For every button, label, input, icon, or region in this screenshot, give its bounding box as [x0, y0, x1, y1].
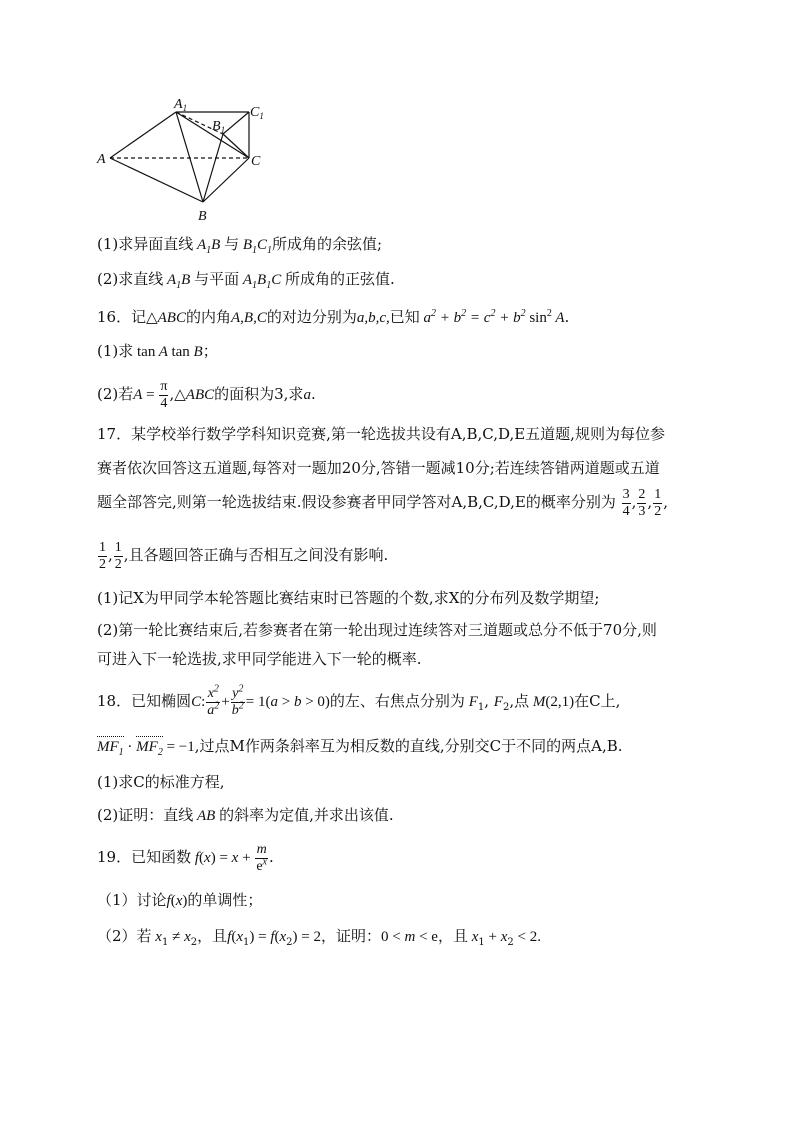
q18-part2: (2)证明：直线 AB 的斜率为定值,并求出该值.: [97, 806, 394, 824]
q16-stem: 16．记△ABC的内角A,B,C的对边分别为a,b,c,已知 $a^2 + b^2 = c^2 + b^2$ $\sin^2 A$.: [97, 308, 570, 326]
q19-part2: （2）若 $x_1 \ne x_2$，且$f(x_1) = f(x_2) = 2$，证明：0 < m < e，且 $x_1 + x_2 < 2$.: [97, 927, 542, 948]
q18-stem: 18．已知椭圆C: $\frac{x^2}{a^2}$ + $\frac{y^2}{b^2}$ = 1(a > b > 0)的左、右焦点分别为 $F_1$, $F_2$,点 M(2,1)在C上,: [97, 682, 621, 718]
q19-stem: 19．已知函数 f(x) = x + $\frac{m}{e^x}$ .: [97, 841, 274, 874]
label-a1: $A_1$: [174, 97, 188, 113]
edge-a1-b: [176, 112, 203, 202]
q17-line3: 题全部答完,则第一轮选拔结束.假设参赛者甲同学答对A,B,C,D,E的概率分别为 $\frac{3}{4}$ , $\frac{2}{3}$ , $\frac{1}{2}$ ,: [97, 486, 668, 519]
q17-part2-line1: (2)第一轮比赛结束后,若参赛者在第一轮出现过连续答对三道题或总分不低于70分,则: [97, 621, 657, 639]
q17-part1: (1)记X为甲同学本轮答题比赛结束时已答题的个数,求X的分布列及数学期望;: [97, 589, 600, 607]
q17-line2: 赛者依次回答这五道题,每答对一题加20分,答错一题减10分;若连续答错两道题或五道: [97, 459, 660, 477]
label-c: C: [251, 154, 261, 169]
label-a: A: [97, 152, 106, 167]
edge-b1-c1: [223, 112, 249, 134]
q19-part1: （1）讨论f(x)的单调性；: [97, 891, 263, 909]
label-b1: $B_1$: [212, 119, 226, 135]
label-b: B: [198, 209, 207, 224]
q18-stem-line2: $MF_1 \cdot MF_2 = -1$,过点M作两条斜率互为相反数的直线,分别交C于不同的两点A,B.: [97, 737, 623, 758]
q17-part2-line2: 可进入下一轮选拔,求甲同学能进入下一轮的概率.: [97, 650, 422, 668]
edge-a-a1: [110, 112, 176, 158]
edge-a-b: [110, 158, 203, 202]
label-c1: $C_1$: [250, 105, 264, 121]
q16-part1: (1)求 tan A tan B；: [97, 342, 218, 360]
q17-line1: 17．某学校举行数学学科知识竞赛,第一轮选拔共设有A,B,C,D,E五道题,规则为每位参: [97, 425, 665, 443]
q16-part2: (2)若A = $\frac{\pi}{4}$ ,△ABC的面积为3,求a.: [97, 378, 316, 411]
edge-b1-c: [223, 134, 249, 158]
geometry-figure: [90, 92, 280, 227]
q18-part1: (1)求C的标准方程,: [97, 773, 225, 791]
q15-part2: (2)求直线 $A_1B$ 与平面 $A_1B_1C$ 所成角的正弦值.: [97, 270, 395, 291]
q15-part1: (1)求异面直线 $A_1B$ 与 $B_1C_1$所成角的余弦值;: [97, 235, 383, 256]
q17-line4: $\frac{1}{2}$ , $\frac{1}{2}$ ,且各题回答正确与否相互之间没有影响.: [99, 539, 389, 572]
